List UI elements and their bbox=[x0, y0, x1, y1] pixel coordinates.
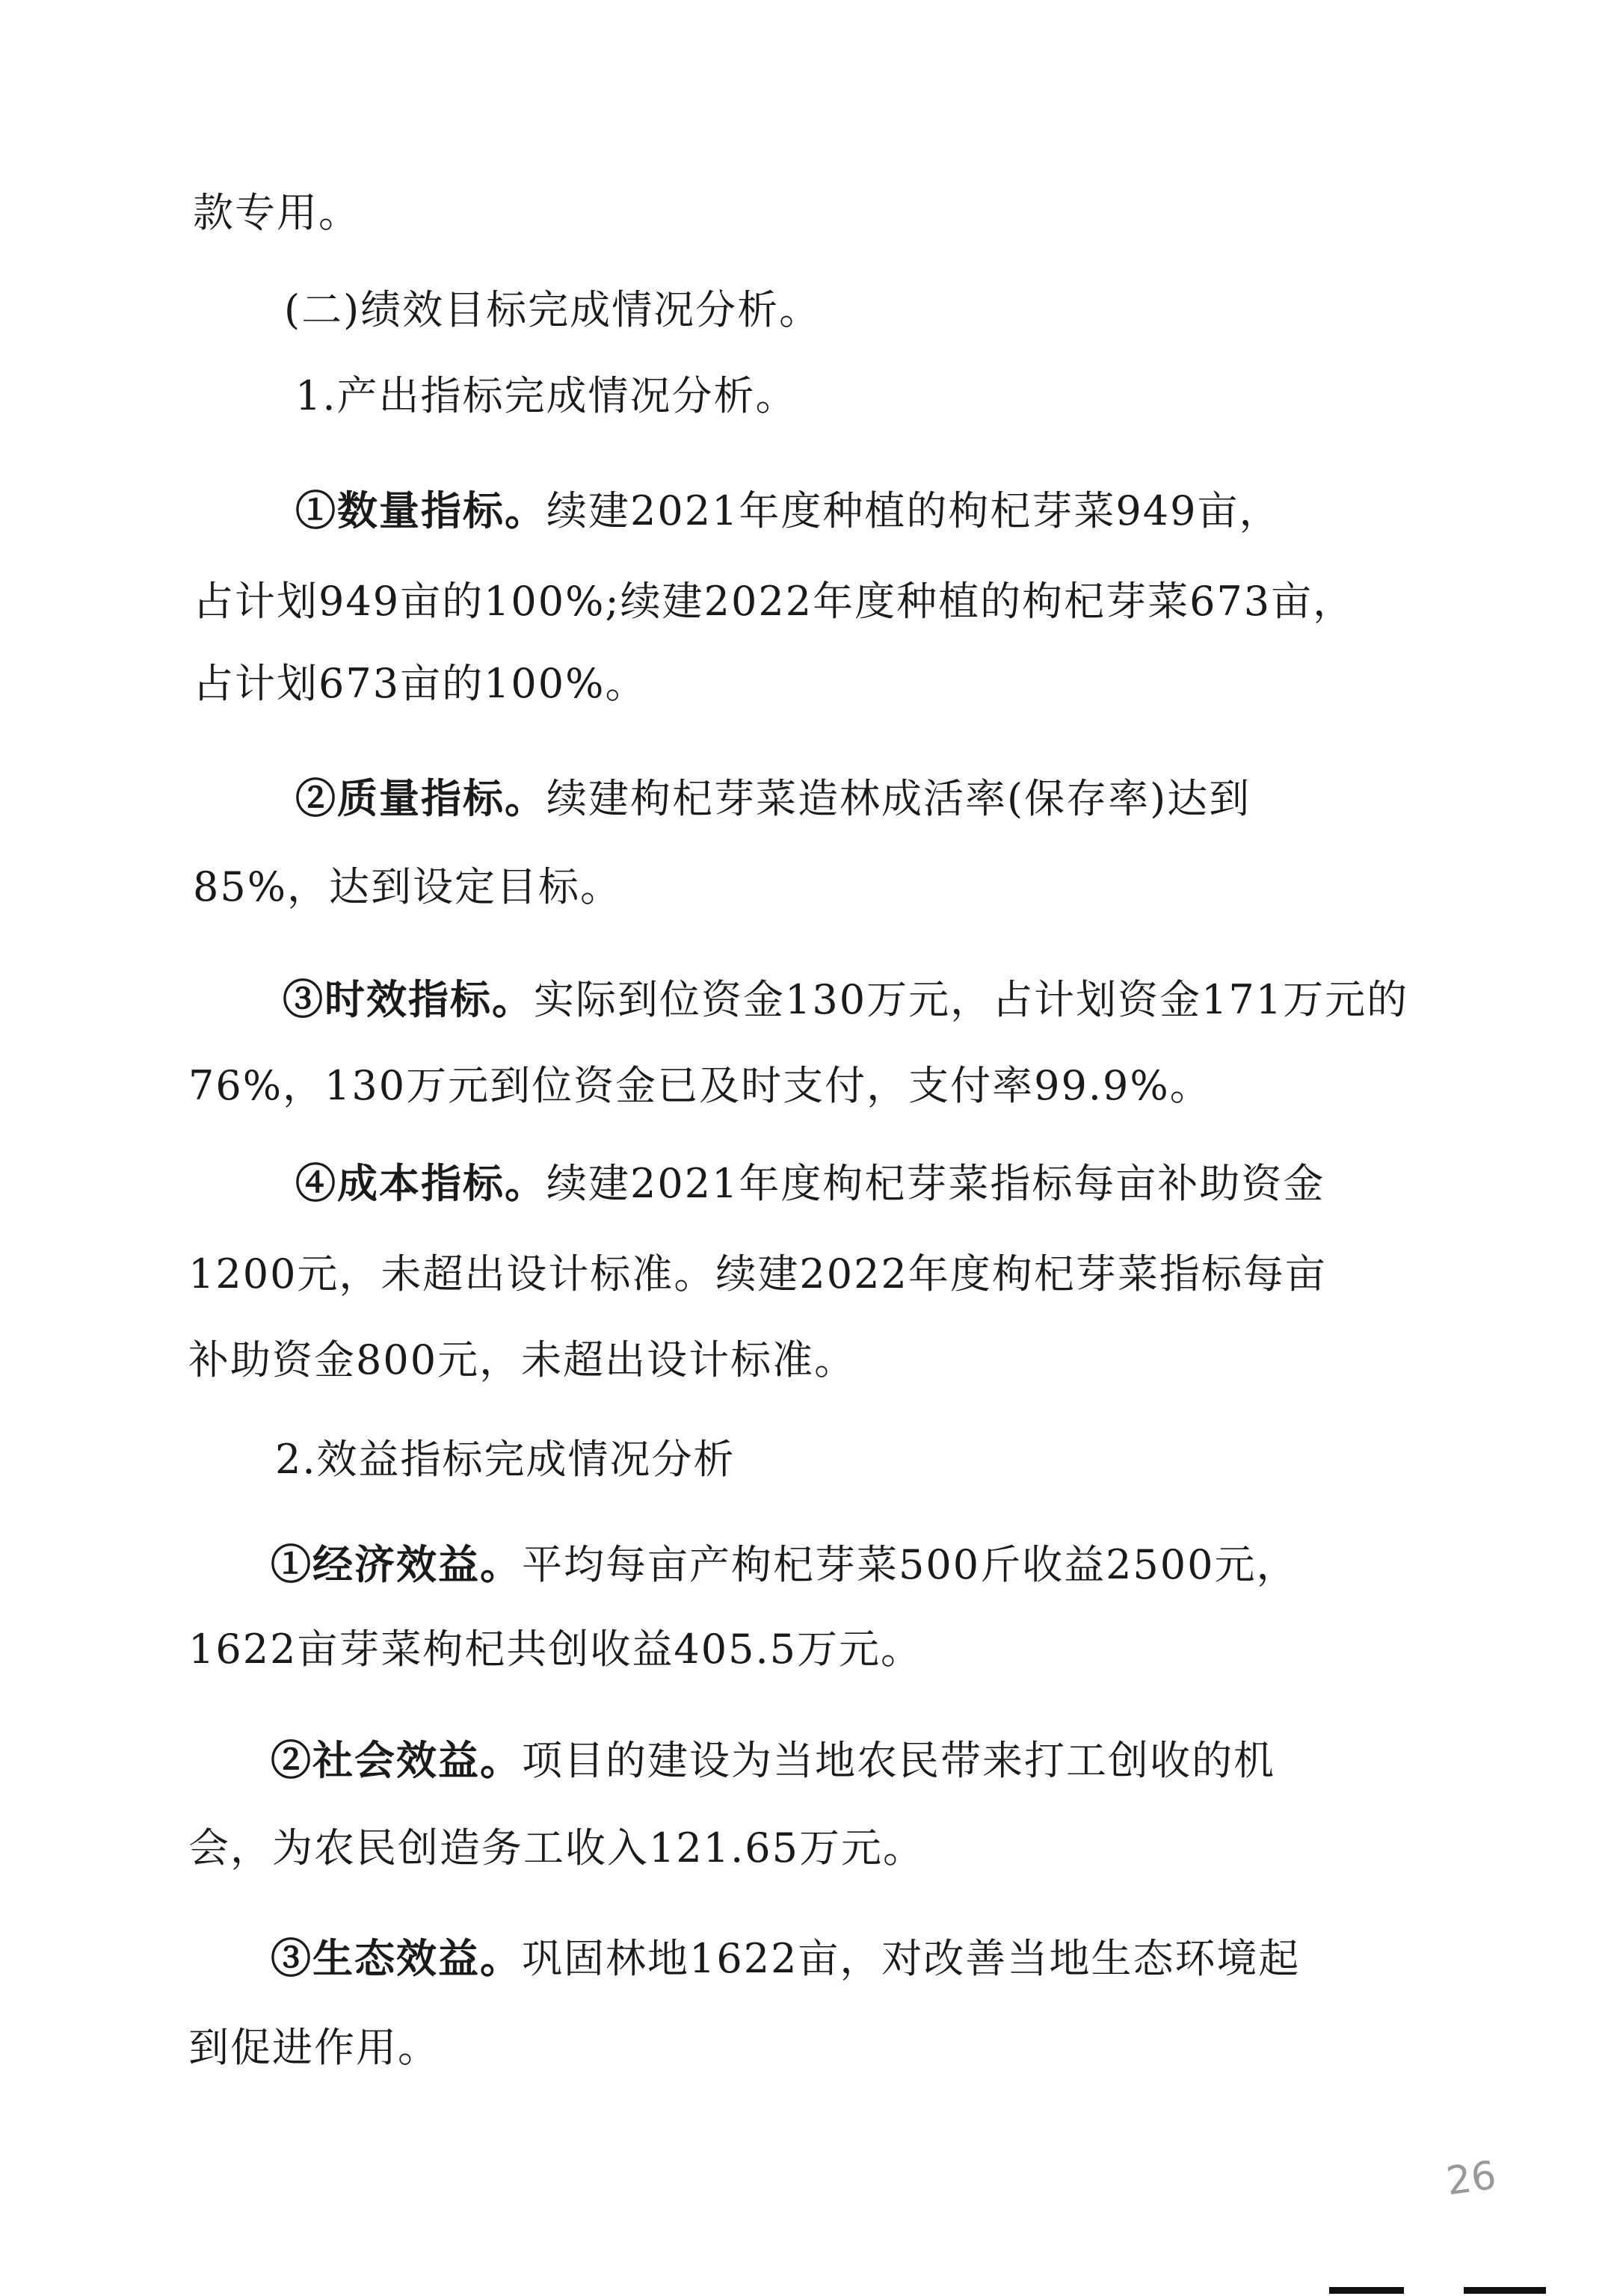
scan-edge-mark bbox=[1464, 2287, 1546, 2294]
indicator-text: 巩固林地1622亩，对改善当地生态环境起 bbox=[522, 1935, 1301, 1982]
quality-indicator-line-1 bbox=[295, 772, 1251, 825]
indicator-label: ②质量指标。 bbox=[295, 774, 546, 822]
indicator-label: ②社会效益。 bbox=[271, 1736, 522, 1784]
cost-indicator-line-3: 补助资金800元，未超出设计标准。 bbox=[188, 1336, 857, 1383]
social-benefit-line-2: 会，为农民创造务工收入121.65万元。 bbox=[188, 1824, 925, 1871]
cost-indicator-line-2: 1200元，未超出设计标准。续建2022年度枸杞芽菜指标每亩 bbox=[188, 1250, 1327, 1297]
indicator-text: 项目的建设为当地农民带来打工创收的机 bbox=[522, 1737, 1275, 1784]
paragraph-line: 款专用。 bbox=[193, 189, 360, 236]
indicator-label: ①数量指标。 bbox=[295, 487, 546, 534]
indicator-text: 续建枸杞芽菜造林成活率(保存率)达到 bbox=[546, 775, 1251, 822]
indicator-label: ①经济效益。 bbox=[271, 1540, 522, 1588]
cost-indicator-line-1 bbox=[295, 1157, 1325, 1210]
economic-benefit-line-2: 1622亩芽菜枸杞共创收益405.5万元。 bbox=[188, 1626, 923, 1673]
quantity-indicator-line-3: 占计划673亩的100%。 bbox=[193, 660, 647, 707]
subsection-heading: 2.效益指标完成情况分析 bbox=[275, 1436, 736, 1483]
quality-indicator-line-2: 85%，达到设定目标。 bbox=[193, 863, 623, 910]
ecological-benefit-line-2: 到促进作用。 bbox=[188, 2024, 440, 2071]
handwritten-page-mark: 26 bbox=[1444, 2152, 1500, 2205]
ecological-benefit-line-1 bbox=[271, 1932, 1300, 1985]
quantity-indicator-line-1 bbox=[295, 484, 1281, 537]
indicator-text: 续建2021年度种植的枸杞芽菜949亩， bbox=[546, 487, 1281, 534]
economic-benefit-line-1 bbox=[271, 1538, 1299, 1591]
quantity-indicator-line-2: 占计划949亩的100%;续建2022年度种植的枸杞芽菜673亩， bbox=[193, 578, 1355, 625]
subsection-heading: 1.产出指标完成情况分析。 bbox=[295, 372, 798, 419]
indicator-text: 实际到位资金130万元，占计划资金171万元的 bbox=[534, 976, 1409, 1023]
timeliness-indicator-line-1 bbox=[283, 973, 1408, 1026]
indicator-text: 平均每亩产枸杞芽菜500斤收益2500元， bbox=[522, 1541, 1299, 1588]
indicator-label: ③生态效益。 bbox=[271, 1934, 522, 1982]
scan-edge-mark bbox=[1329, 2287, 1404, 2294]
indicator-label: ④成本指标。 bbox=[295, 1159, 546, 1207]
social-benefit-line-1 bbox=[271, 1734, 1275, 1787]
section-heading: (二)绩效目标完成情况分析。 bbox=[284, 286, 822, 333]
timeliness-indicator-line-2: 76%，130万元到位资金已及时支付，支付率99.9%。 bbox=[188, 1062, 1212, 1109]
indicator-label: ③时效指标。 bbox=[283, 975, 534, 1023]
indicator-text: 续建2021年度枸杞芽菜指标每亩补助资金 bbox=[546, 1160, 1325, 1207]
